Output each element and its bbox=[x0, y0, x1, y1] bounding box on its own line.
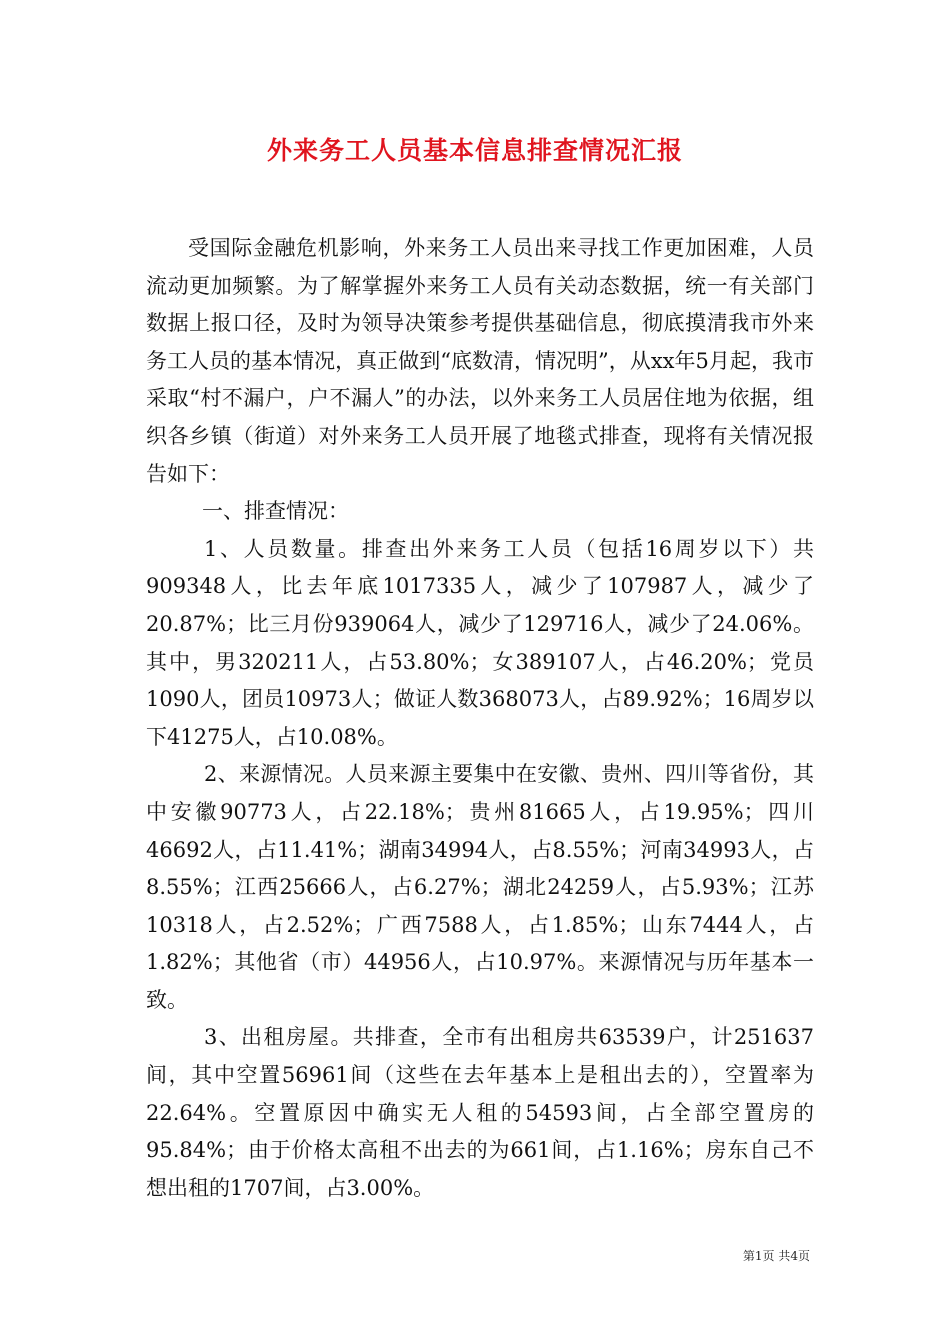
document-body bbox=[146, 230, 814, 1207]
section-heading: 一、排查情况： bbox=[202, 499, 349, 524]
item-paragraph-personnel: 1、人员数量。排查出外来务工人员（包括16周岁以下）共909348人，比去年底1017335人，减少了107987人，减少了20.87%；比三月份939064人，减少了129716人，减少了24.06%。其中，男320211人，占53.80%；女389107人，占46.20%；党员1090人，团员10973人；做证人数368073人，占89.92%；16周岁以下41275人，占10.08%。 bbox=[146, 536, 814, 749]
page-footer: 第1页 共4页 bbox=[742, 1249, 810, 1263]
document-title: 外来务工人员基本信息排查情况汇报 bbox=[266, 136, 683, 165]
item-paragraph-rental: 3、出租房屋。共排查，全市有出租房共63539户，计251637间，其中空置56961间（这些在去年基本上是租出去的），空置率为22.64%。空置原因中确实无人租的54593间，占全部空置房的95.84%；由于价格太高租不出去的为661间，占1.16%；房东自己不想出租的1707间，占3.00%。 bbox=[146, 1025, 814, 1200]
intro-paragraph: 受国际金融危机影响，外来务工人员出来寻找工作更加困难，人员流动更加频繁。为了解掌握外来务工人员有关动态数据，统一有关部门数据上报口径，及时为领导决策参考提供基础信息，彻底摸清我市外来务工人员的基本情况，真正做到“底数清，情况明”，从xx年5月起，我市采取“村不漏户，户不漏人”的办法，以外来务工人员居住地为依据，组织各乡镇（街道）对外来务工人员开展了地毯式排查，现将有关情况报告如下： bbox=[146, 236, 814, 486]
item-paragraph-origin: 2、来源情况。人员来源主要集中在安徽、贵州、四川等省份，其中安徽90773人，占22.18%；贵州81665人，占19.95%；四川46692人，占11.41%；湖南34994人，占8.55%；河南34993人，占8.55%；江西25666人，占6.27%；湖北24259人，占5.93%；江苏10318人，占2.52%；广西7588人，占1.85%；山东7444人，占1.82%；其他省（市）44956人，占10.97%。来源情况与历年基本一致。 bbox=[146, 762, 814, 1012]
